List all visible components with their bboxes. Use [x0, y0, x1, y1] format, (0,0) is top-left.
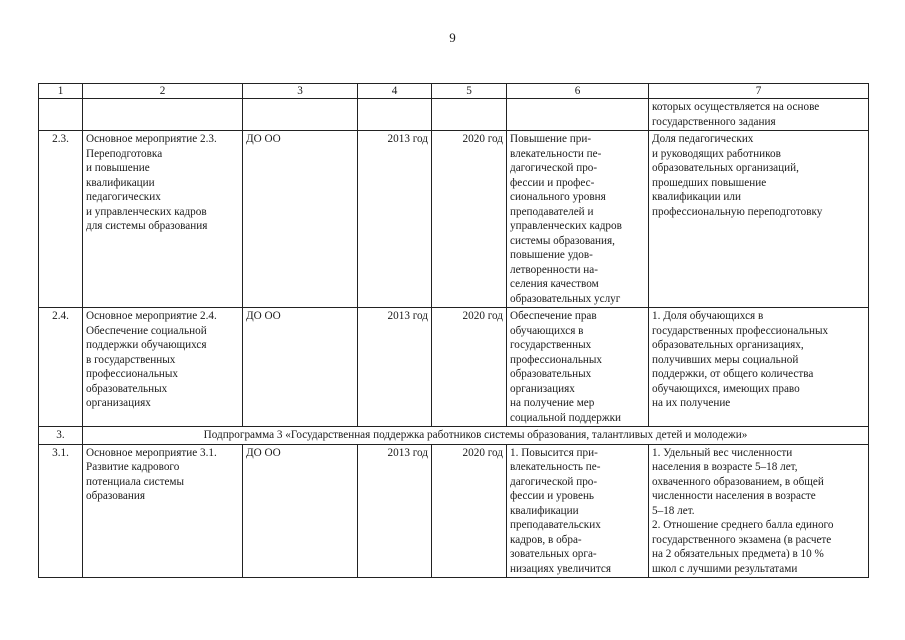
text-line: и управленческих кадров	[86, 205, 207, 218]
text-line: квалификации	[510, 504, 579, 517]
header-cell: 7	[649, 84, 869, 99]
text-line: обучающихся, имеющих право	[652, 382, 800, 395]
text-line: населения в возрасте 5–18 лет,	[652, 461, 798, 473]
text-line: школ с лучшими результатами	[652, 562, 798, 575]
table-row-3-1	[39, 444, 869, 578]
text-line: которых осуществляется на основе	[652, 101, 820, 113]
text-line: Основное мероприятие 2.4.	[86, 310, 217, 322]
executor-cell: ДО ОО	[243, 444, 358, 578]
text-line: влекательность пе-	[510, 461, 601, 473]
start-year-cell: 2013 год	[358, 444, 432, 578]
text-line: сионального уровня	[510, 191, 606, 203]
text-line: Переподготовка	[86, 147, 163, 160]
row-number: 2.4.	[39, 308, 83, 427]
text-line: системы образования,	[510, 234, 615, 247]
text-line: государственных	[510, 339, 592, 351]
text-line: 1. Доля обучающихся в	[652, 310, 764, 322]
indicator-cell	[649, 308, 869, 427]
text-line: квалификации или	[652, 191, 741, 203]
header-cell: 3	[243, 84, 358, 99]
indicator-cell	[649, 99, 869, 131]
cell	[39, 99, 83, 131]
row-number: 3.1.	[39, 444, 83, 578]
text-line: образовательных услуг	[510, 292, 621, 305]
text-line: организациях	[86, 397, 151, 409]
cell	[358, 99, 432, 131]
text-line: численности населения в возрасте	[652, 490, 816, 502]
text-line: зовательных орга-	[510, 548, 597, 560]
page-number: 9	[449, 30, 456, 45]
row-number: 2.3.	[39, 131, 83, 308]
text-line: 2. Отношение среднего балла единого	[652, 519, 834, 531]
header-cell: 1	[39, 84, 83, 99]
text-line: профессиональную переподготовку	[652, 205, 823, 218]
result-cell	[507, 131, 649, 308]
text-line: обучающихся в	[510, 324, 584, 337]
text-line: 5–18 лет.	[652, 504, 695, 517]
text-line: 1. Повысится при-	[510, 446, 598, 459]
text-line: государственных профессиональных	[652, 324, 829, 337]
text-line: на получение мер	[510, 397, 595, 409]
table-row-2-3	[39, 131, 869, 308]
text-line: фессии и уровень	[510, 490, 595, 502]
text-line: селения качеством	[510, 278, 599, 290]
text-line: для системы образования	[86, 220, 208, 232]
text-line: образовательных организациях,	[652, 339, 804, 351]
text-line: и повышение	[86, 162, 150, 174]
cell	[83, 99, 243, 131]
activity-name-cell	[83, 131, 243, 308]
executor-cell: ДО ОО	[243, 131, 358, 308]
text-line: образовательных	[510, 368, 592, 380]
header-cell: 4	[358, 84, 432, 99]
text-line: фессии и профес-	[510, 176, 595, 189]
text-line: влекательности пе-	[510, 147, 602, 160]
text-line: Основное мероприятие 3.1.	[86, 446, 217, 459]
end-year-cell: 2020 год	[432, 308, 507, 427]
text-line: образования	[86, 490, 146, 502]
text-line: социальной поддержки	[510, 411, 622, 424]
header-cell: 2	[83, 84, 243, 99]
text-line: преподавательских	[510, 519, 601, 531]
text-line: низациях увеличится	[510, 562, 611, 575]
subprogram-title: Подпрограмма 3 «Государственная поддержка работников системы образования, талантливых детей и молодежи»	[83, 427, 869, 445]
row-number: 3.	[39, 427, 83, 445]
text-line: государственного задания	[652, 115, 776, 128]
table-row-3	[39, 427, 869, 445]
executor-cell: ДО ОО	[243, 308, 358, 427]
end-year-cell: 2020 год	[432, 131, 507, 308]
end-year-cell: 2020 год	[432, 444, 507, 578]
cell	[507, 99, 649, 131]
header-cell: 5	[432, 84, 507, 99]
indicator-cell	[649, 444, 869, 578]
text-line: дагогической про-	[510, 162, 598, 174]
text-line: на 2 обязательных предмета) в 10 %	[652, 548, 824, 560]
text-line: и руководящих работников	[652, 147, 781, 160]
text-line: дагогической про-	[510, 475, 598, 488]
activity-name-cell	[83, 308, 243, 427]
start-year-cell: 2013 год	[358, 308, 432, 427]
header-row	[39, 84, 869, 99]
start-year-cell: 2013 год	[358, 131, 432, 308]
header-cell: 6	[507, 84, 649, 99]
text-line: профессиональных	[510, 353, 603, 366]
text-line: квалификации	[86, 176, 155, 189]
cell	[432, 99, 507, 131]
text-line: Развитие кадрового	[86, 461, 180, 473]
text-line: поддержки, от общего количества	[652, 368, 814, 380]
text-line: Доля педагогических	[652, 133, 754, 145]
text-line: на их получение	[652, 397, 731, 409]
text-line: образовательных	[86, 382, 168, 395]
text-line: получивших меры социальной	[652, 353, 799, 366]
text-line: преподавателей и	[510, 205, 594, 218]
text-line: прошедших повышение	[652, 176, 767, 189]
text-line: поддержки обучающихся	[86, 339, 207, 351]
table-row-2-4	[39, 308, 869, 427]
text-line: Повышение при-	[510, 133, 592, 145]
result-cell	[507, 308, 649, 427]
result-cell	[507, 444, 649, 578]
continuation-row	[39, 99, 869, 131]
indicator-cell	[649, 131, 869, 308]
text-line: потенциала системы	[86, 475, 185, 488]
text-line: государственного экзамена (в расчете	[652, 533, 832, 546]
text-line: 1. Удельный вес численности	[652, 446, 793, 459]
activity-name-cell	[83, 444, 243, 578]
text-line: повышение удов-	[510, 249, 593, 261]
text-line: охваченного образованием, в общей	[652, 475, 824, 488]
text-line: образовательных организаций,	[652, 162, 799, 174]
text-line: Обеспечение прав	[510, 310, 597, 322]
text-line: Основное мероприятие 2.3.	[86, 133, 217, 145]
cell	[243, 99, 358, 131]
text-line: Обеспечение социальной	[86, 324, 207, 337]
program-table	[38, 83, 869, 578]
text-line: управленческих кадров	[510, 220, 622, 232]
text-line: летворенности на-	[510, 263, 598, 276]
text-line: профессиональных	[86, 368, 179, 380]
text-line: организациях	[510, 382, 575, 395]
text-line: кадров, в обра-	[510, 533, 582, 546]
text-line: в государственных	[86, 353, 176, 366]
text-line: педагогических	[86, 191, 161, 203]
